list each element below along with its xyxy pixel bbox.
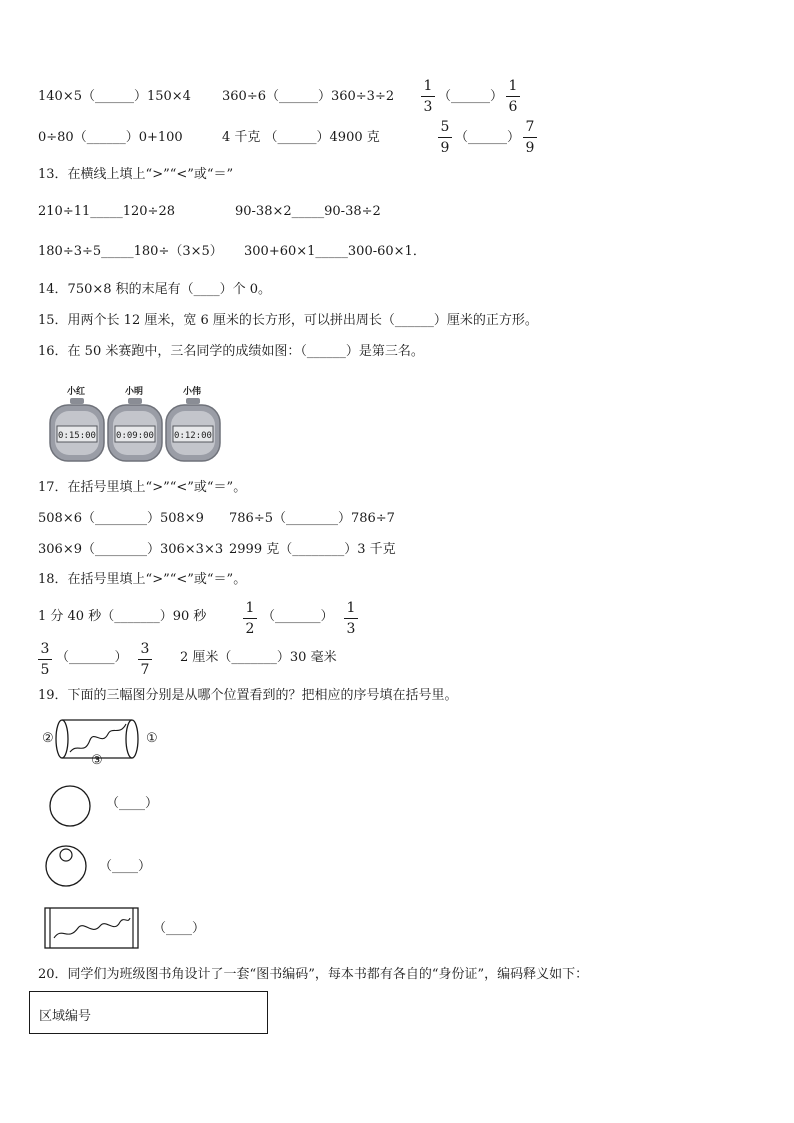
- stopwatch-icon: [48, 397, 106, 463]
- q12-fraction-5-9: 5 9: [438, 119, 452, 156]
- q18-row1-blank2[interactable]: （_______）: [262, 609, 334, 624]
- stopwatch-name-label: 小红: [66, 387, 85, 397]
- q12-row2-item2: 4 千克 （______）4900 克: [222, 130, 380, 145]
- region-code-label: 区域编号: [39, 1009, 92, 1024]
- position-label-3: ③: [91, 753, 103, 768]
- q19-blank1[interactable]: （____）: [106, 796, 159, 811]
- stopwatch-icon: [106, 397, 164, 463]
- q12-fraction-1-6: 1 6: [506, 78, 520, 115]
- stopwatch-name-label: 小明: [124, 387, 143, 397]
- view-circle: [48, 784, 92, 828]
- q13-title: 13．在横线上填上“>”“<”或“＝”: [38, 167, 234, 182]
- q16-text: 16．在 50 米赛跑中，三名同学的成绩如图：（______）是第三名。: [38, 344, 424, 359]
- position-label-2: ②: [42, 731, 54, 746]
- stopwatch-xiaohong: [48, 384, 106, 467]
- q13-row2-item2: 300+60×1_____300-60×1．: [244, 244, 426, 259]
- q14-text: 14．750×8 积的末尾有（____）个 0。: [38, 282, 272, 297]
- q17-row1-item2: 786÷5（________）786÷7: [229, 511, 395, 526]
- q19-blank2[interactable]: （____）: [99, 859, 152, 874]
- q13-row1-item2: 90-38×2_____90-38÷2: [235, 204, 381, 219]
- q12-row2-blank3[interactable]: （______）: [455, 130, 521, 145]
- stopwatch-display: 0:09:00: [116, 431, 154, 441]
- q12-row2-item1: 0÷80（______）0+100: [38, 130, 183, 145]
- q12-row1-item1: 140×5（______）150×4: [38, 89, 191, 104]
- q17-row2-item2: 2999 克（________）3 千克: [229, 542, 396, 557]
- q17-row2-item1: 306×9（________）306×3×3: [38, 542, 224, 557]
- position-label-1: ①: [146, 731, 158, 746]
- q17-title: 17．在括号里填上“>”“<”或“＝”。: [38, 480, 247, 495]
- region-code-box: [29, 991, 268, 1034]
- q18-row2-blank1[interactable]: （_______）: [56, 650, 128, 665]
- view-rectangle-with-wave: [44, 906, 140, 950]
- q19-blank3[interactable]: （____）: [153, 921, 206, 936]
- q18-fraction-3-7: 3 7: [138, 641, 152, 678]
- q13-row1-item1: 210÷11_____120÷28: [38, 204, 175, 219]
- q12-row1-item2: 360÷6（______）360÷3÷2: [222, 89, 395, 104]
- q13-row2-item1: 180÷3÷5_____180÷（3×5）: [38, 244, 223, 259]
- q18-fraction-1-3: 1 3: [344, 600, 358, 637]
- q18-title: 18．在括号里填上“>”“<”或“＝”。: [38, 572, 247, 587]
- q17-row1-item1: 508×6（________）508×9: [38, 511, 204, 526]
- stopwatch-xiaoming: [106, 384, 164, 467]
- view-circle-with-dot: [44, 844, 88, 888]
- q12-fraction-1-3: 1 3: [421, 78, 435, 115]
- q12-fraction-7-9: 7 9: [523, 119, 537, 156]
- q18-fraction-3-5: 3 5: [38, 641, 52, 678]
- q15-text: 15．用两个长 12 厘米，宽 6 厘米的长方形，可以拼出周长（______）厘米的正方形。: [38, 313, 538, 328]
- stopwatch-display: 0:12:00: [174, 431, 212, 441]
- stopwatch-icon: [164, 397, 222, 463]
- stopwatch-display: 0:15:00: [58, 431, 96, 441]
- q12-row1-blank3[interactable]: （______）: [438, 89, 504, 104]
- q20-title: 20．同学们为班级图书角设计了一套“图书编码”，每本书都有各自的“身份证”，编码释义如下：: [38, 967, 589, 982]
- q18-row2-item2: 2 厘米（_______）30 毫米: [180, 650, 337, 665]
- q18-row1-item1: 1 分 40 秒（_______）90 秒: [38, 609, 207, 624]
- q19-title: 19．下面的三幅图分别是从哪个位置看到的？把相应的序号填在括号里。: [38, 688, 458, 703]
- stopwatch-xiaowei: [164, 384, 222, 467]
- stopwatch-name-label: 小伟: [182, 387, 201, 397]
- q18-fraction-1-2: 1 2: [243, 600, 257, 637]
